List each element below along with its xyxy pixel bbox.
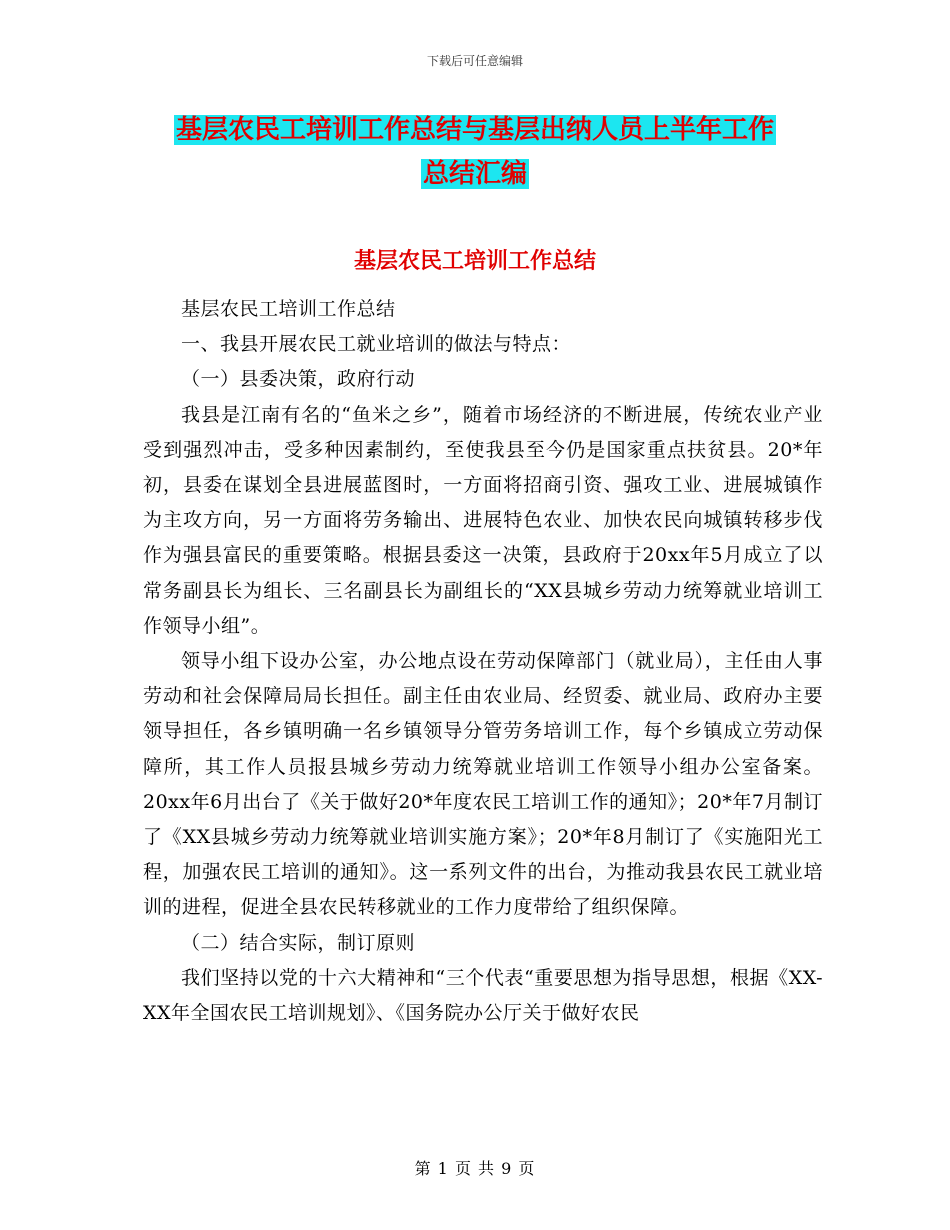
document-title-line-2 [0,152,950,196]
header-note: 下载后可任意编辑 [426,54,523,68]
page-number-footer: 第 1 页 共 9 页 [414,1159,536,1178]
paragraph: 基层农民工培训工作总结 [181,298,396,320]
document-title-text-1: 基层农民工培训工作总结与基层出纳人员上半年工作 [175,115,774,145]
document-title-line-1 [0,108,950,152]
paragraph: 领导小组下设办公室，办公地点设在劳动保障部门（就业局），主任由人事劳动和社会保障局局长担任。副主任由农业局、经贸委、就业局、政府办主要领导担任，各乡镇明确一名乡镇领导分管劳务培训工作，每个乡镇成立劳动保障所，其工作人员报县城乡劳动力统筹就业培训工作领导小组办公室备案。20xx年6月出台了《关于做好20*年度农民工培训工作的通知》；20*年7月制订了《XX县城乡劳动力统筹就业培训实施方案》；20*年8月制订了《实施阳光工程，加强农民工培训的通知》。这一系列文件的出台，为推动我县农民工就业培训的进程，促进全县农民转移就业的工作力度带给了组织保障。 [143,650,823,919]
paragraph: （二）结合实际，制订原则 [181,931,416,954]
document-title-text-2: 总结汇编 [422,159,527,189]
paragraph: 一、我县开展农民工就业培训的做法与特点： [181,333,572,356]
paragraph: （一）县委决策，政府行动 [181,368,416,391]
section-title: 基层农民工培训工作总结 [353,248,596,274]
paragraph: 我县是江南有名的“鱼米之乡”，随着市场经济的不断进展，传统农业产业受到强烈冲击，受多种因素制约，至使我县至今仍是国家重点扶贫县。20*年初，县委在谋划全县进展蓝图时，一方面将招商引资、强攻工业、进展城镇作为主攻方向，另一方面将劳务输出、进展特色农业、加快农民向城镇转移步伐作为强县富民的重要策略。根据县委这一决策，县政府于20xx年5月成立了以常务副县长为组长、三名副县长为副组长的“XX县城乡劳动力统筹就业培训工作领导小组”。 [143,403,823,637]
body-text [143,292,823,1031]
paragraph: 我们坚持以党的十六大精神和“三个代表“重要思想为指导思想，根据《XX-XX年全国农民工培训规划》、《国务院办公厅关于做好农民 [143,966,823,1025]
